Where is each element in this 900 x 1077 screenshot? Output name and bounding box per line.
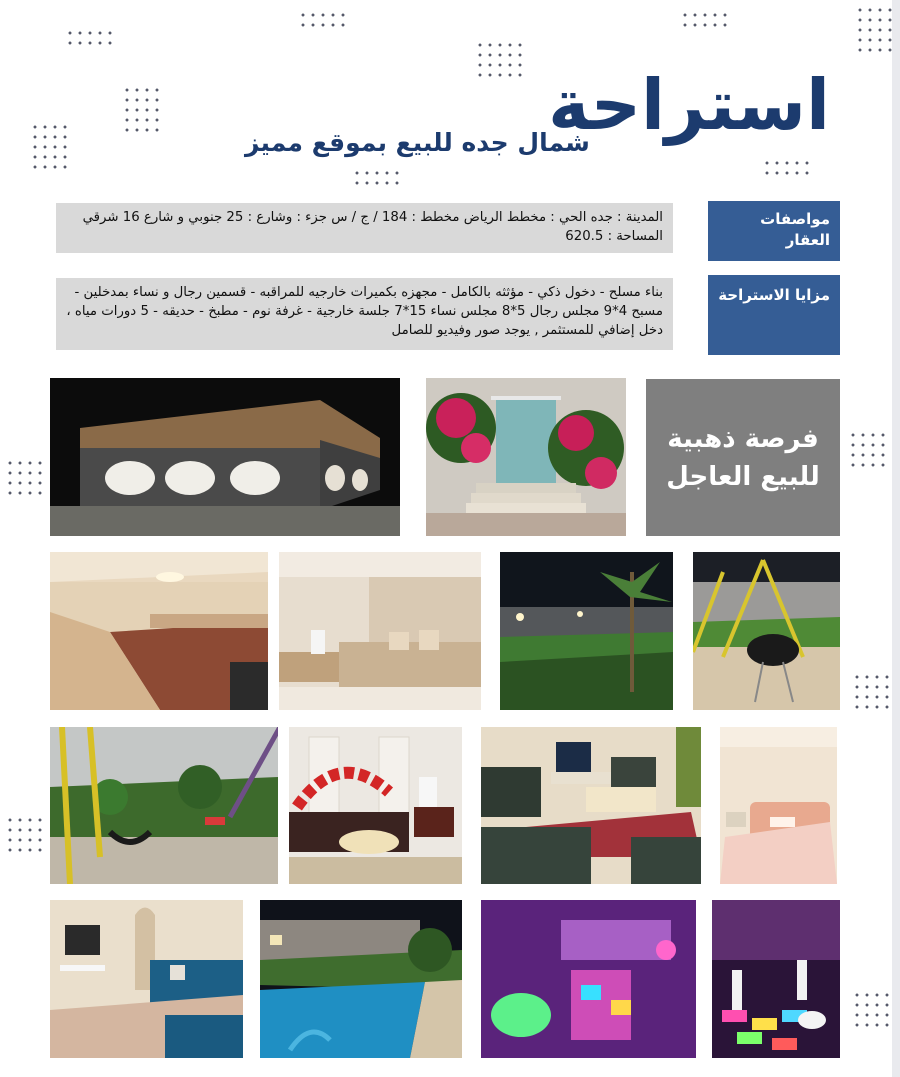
photo-bedroom — [720, 727, 837, 884]
dot-pattern-decoration — [852, 672, 892, 712]
dot-pattern-decoration — [122, 85, 162, 135]
photo-garden-swing — [50, 727, 278, 884]
promo-box — [646, 379, 840, 536]
photo-pool — [260, 900, 462, 1058]
page-edge-strip — [892, 0, 900, 1077]
dot-pattern-decoration — [762, 158, 812, 178]
photo-living-room-tv — [481, 727, 701, 884]
page-title: استراحة — [548, 64, 830, 146]
photo-blue-sofa-room — [50, 900, 243, 1058]
photo-entrance-flowers — [426, 378, 626, 536]
dot-pattern-decoration — [848, 430, 888, 470]
dot-pattern-decoration — [475, 40, 525, 80]
photo-building-exterior-night — [50, 378, 400, 536]
photo-neon-lounge — [481, 900, 696, 1058]
dot-pattern-decoration — [852, 990, 892, 1030]
photo-sofa-seating — [279, 552, 481, 710]
features-text: بناء مسلح - دخول ذكي - مؤثثه بالكامل - مجهزه بكميرات خارجيه للمراقبه - قسمين رجال و نساء بمدخلين - مسبح 4*9 مجلس رجال 5*8 مجلس نساء 15*7 جلسة خارجية - غرفة نوم - مطبخ - حديقه - 5 دورات مياه ، دخل إضافي للمستثمر , يوجد صور وفيديو للصامل — [56, 278, 673, 350]
dot-pattern-decoration — [680, 10, 730, 30]
promo-line-2: للبيع العاجل — [666, 461, 820, 492]
dot-pattern-decoration — [352, 168, 402, 188]
photo-disco-floor — [712, 900, 840, 1058]
dot-pattern-decoration — [855, 5, 895, 55]
photo-balloon-decor — [289, 727, 462, 884]
specs-label: مواصفات العقار — [708, 201, 840, 261]
photo-garden-night — [500, 552, 673, 710]
photo-swing-bbq — [693, 552, 840, 710]
page-subtitle: شمال جده للبيع بموقع مميز — [245, 128, 590, 157]
dot-pattern-decoration — [5, 458, 45, 498]
specs-text: المدينة : جده الحي : مخطط الرياض مخطط : 184 / ج / س جزء : وشارع : 25 جنوبي و شارع 16 شرقي المساحة : 620.5 — [56, 203, 673, 253]
dot-pattern-decoration — [65, 28, 115, 48]
features-label: مزايا الاستراحة — [708, 275, 840, 355]
dot-pattern-decoration — [30, 122, 70, 172]
photo-majlis-hall — [50, 552, 268, 710]
dot-pattern-decoration — [298, 10, 348, 30]
promo-line-1: فرصة ذهبية — [667, 423, 819, 454]
dot-pattern-decoration — [5, 815, 45, 855]
